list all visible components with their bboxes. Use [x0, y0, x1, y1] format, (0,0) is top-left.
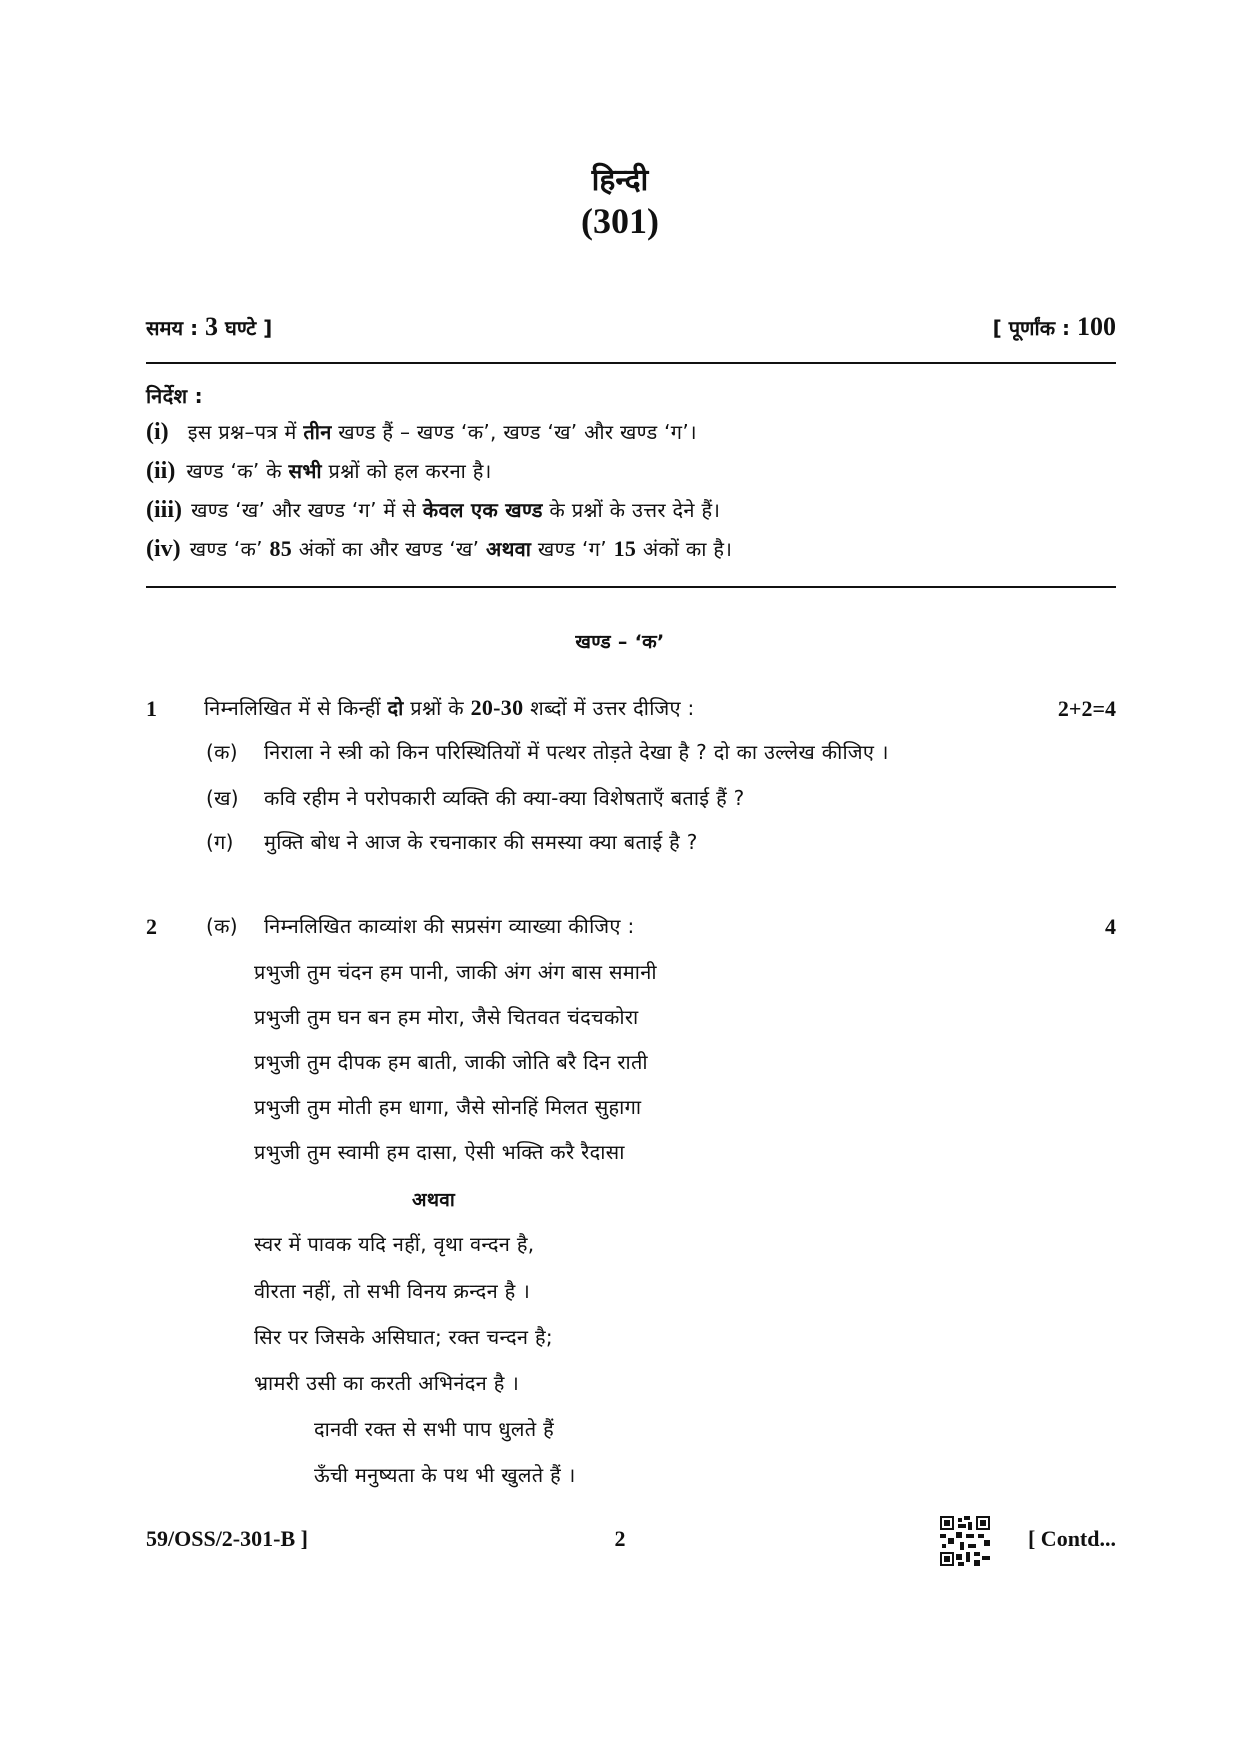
- max-marks-value: 100: [1077, 312, 1116, 341]
- poem-line: प्रभुजी तुम दीपक हम बाती, जाकी जोति बरै दिन राती: [254, 1050, 648, 1074]
- poem-line: प्रभुजी तुम मोती हम धागा, जैसे सोनहिं मिलत सुहागा: [254, 1095, 642, 1119]
- instruction-text: इस प्रश्न–पत्र में तीन खण्ड हैं – खण्ड ‘क’, खण्ड ‘ख’ और खण्ड ‘ग’।: [187, 420, 697, 444]
- question-marks: 2+2=4: [1057, 696, 1116, 721]
- or-label: अथवा: [412, 1189, 456, 1211]
- instruction-number: (i): [146, 419, 169, 445]
- poem-line: सिर पर जिसके असिघात; रक्त चन्दन है;: [254, 1325, 553, 1349]
- sub-question-text: मुक्ति बोध ने आज के रचनाकार की समस्या क्या बताई है ?: [264, 830, 698, 854]
- paper-code: 59/OSS/2-301-B ]: [146, 1526, 308, 1551]
- continued-label: [ Contd...: [1027, 1526, 1116, 1551]
- instruction-text: खण्ड ‘क’ 85 अंकों का और खण्ड ‘ख’ अथवा खण्ड ‘ग’ 15 अंकों का है।: [189, 536, 733, 561]
- question-number: 2: [146, 914, 157, 939]
- time-value: 3: [205, 312, 219, 341]
- section-heading: खण्ड – ‘क’: [575, 631, 665, 653]
- instruction-number: (ii): [146, 458, 176, 484]
- instruction-item: [146, 457, 492, 485]
- sub-question-label: (क): [206, 740, 238, 764]
- qr-code-icon: [940, 1516, 990, 1566]
- time-unit: घण्टे ]: [225, 316, 273, 340]
- max-marks-label: [ पूर्णांक: [992, 316, 1056, 340]
- sub-question-text: निराला ने स्त्री को किन परिस्थितियों में पत्थर तोड़ते देखा है ? दो का उल्लेख कीजिए ।: [264, 740, 889, 764]
- instructions-divider: [146, 586, 1116, 588]
- question-marks: 4: [1105, 914, 1116, 939]
- question-text: निम्नलिखित काव्यांश की सप्रसंग व्याख्या कीजिए :: [264, 914, 635, 938]
- page-number: 2: [614, 1526, 626, 1551]
- sub-question-label: (क): [206, 914, 238, 938]
- sub-question-text: कवि रहीम ने परोपकारी व्यक्ति की क्या-क्या विशेषताएँ बताई हैं ?: [264, 786, 745, 810]
- question-text: निम्नलिखित में से किन्हीं दो प्रश्नों के 20-30 शब्दों में उत्तर दीजिए :: [204, 695, 695, 720]
- max-marks-info: [ पूर्णांक : 100: [992, 312, 1116, 341]
- poem-line: दानवी रक्त से सभी पाप धुलते हैं: [314, 1417, 555, 1441]
- instruction-item: [146, 496, 720, 524]
- poem-line: प्रभुजी तुम स्वामी हम दासा, ऐसी भक्ति करै रैदासा: [254, 1140, 625, 1164]
- poem-line: स्वर में पावक यदि नहीं, वृथा वन्दन है,: [254, 1232, 535, 1256]
- instruction-text: खण्ड ‘क’ के सभी प्रश्नों को हल करना है।: [186, 459, 492, 483]
- instruction-number: (iii): [146, 497, 182, 523]
- instruction-item: [146, 535, 732, 563]
- poem-line: प्रभुजी तुम घन बन हम मोरा, जैसे चितवत चंदचकोरा: [254, 1005, 639, 1029]
- instruction-item: [146, 418, 697, 446]
- time-info: समय : 3 घण्टे ]: [146, 312, 273, 341]
- sub-question-label: (ख): [206, 786, 239, 810]
- instruction-number: (iv): [146, 536, 181, 562]
- sub-question-label: (ग): [206, 830, 234, 854]
- poem-line: ऊँची मनुष्यता के पथ भी खुलते हैं ।: [314, 1463, 576, 1487]
- instruction-text: खण्ड ‘ख’ और खण्ड ‘ग’ में से केवल एक खण्ड के प्रश्नों के उत्तर देने हैं।: [191, 498, 721, 522]
- poem-line: वीरता नहीं, तो सभी विनय क्रन्दन है ।: [254, 1279, 531, 1303]
- time-label: समय: [146, 316, 184, 340]
- poem-line: प्रभुजी तुम चंदन हम पानी, जाकी अंग अंग बास समानी: [254, 960, 657, 984]
- poem-line: भ्रामरी उसी का करती अभिनंदन है ।: [254, 1371, 520, 1395]
- question-number: 1: [146, 696, 157, 721]
- header-divider: [146, 362, 1116, 364]
- subject-code: (301): [581, 201, 659, 241]
- subject-title: हिन्दी: [591, 163, 649, 198]
- instructions-heading: निर्देश :: [146, 384, 203, 408]
